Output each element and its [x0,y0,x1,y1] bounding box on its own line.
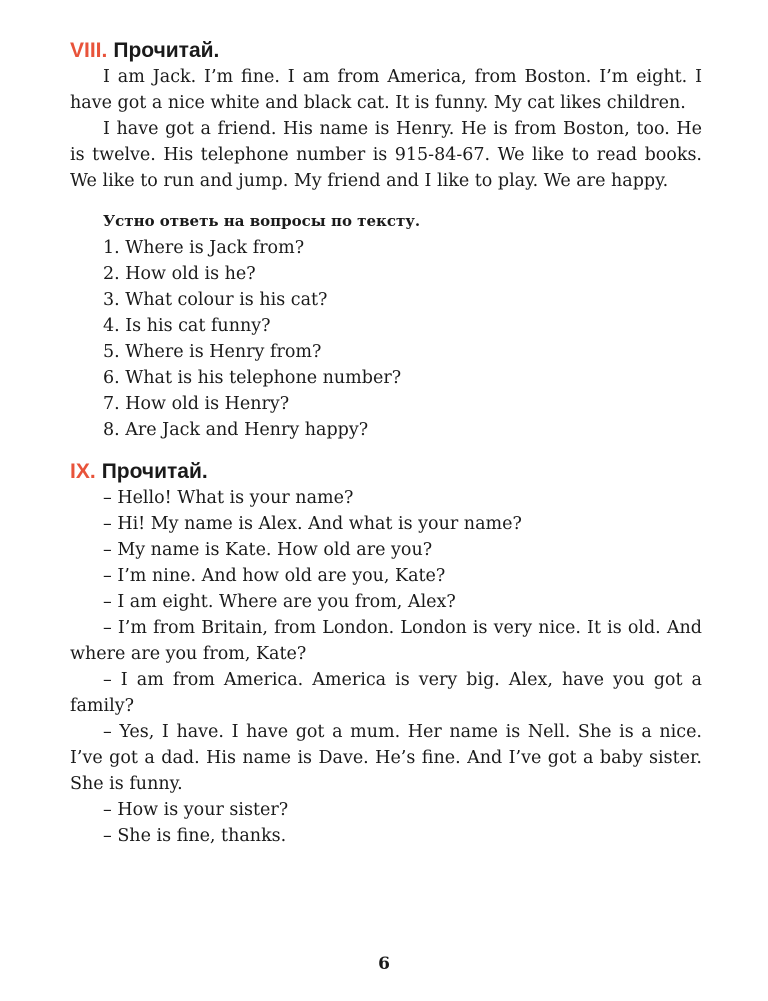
dialog-line: – How is your sister? [103,800,289,820]
question-item: 5. Where is Henry from? [103,342,322,362]
section-viii-heading [70,38,702,64]
text-paragraph-1: I am Jack. I’m fine. I am from America, from Boston. I’m eight. I have got a nice white and black cat. It is funny. My cat likes children. [70,67,702,113]
page-content [70,38,702,849]
dialog-line: – I am eight. Where are you from, Alex? [103,592,456,612]
section-ix-number: IX. [70,460,96,483]
dialog-line: – She is fine, thanks. [103,826,287,846]
question-item: 3. What colour is his cat? [103,290,328,310]
question-item: 7. How old is Henry? [103,394,290,414]
question-item: 8. Are Jack and Henry happy? [103,420,369,440]
dialog [70,485,702,849]
task-instruction: Устно ответь на вопросы по тексту. [103,212,421,230]
section-ix-title: Прочитай. [101,460,208,483]
dialog-line: – Hello! What is your name? [103,488,354,508]
section-viii-number: VIII. [70,39,108,62]
dialog-line: – Hi! My name is Alex. And what is your name? [103,514,522,534]
section-viii-title: Прочитай. [113,39,220,62]
dialog-line: – My name is Kate. How old are you? [103,540,433,560]
question-list [70,235,702,443]
text-paragraph-2: I have got a friend. His name is Henry. He is from Boston, too. He is twelve. His telephone number is 915-84-67. We like to read books. We like to run and jump. My friend and I like to play. We are happy. [70,119,702,191]
question-item: 1. Where is Jack from? [103,238,305,258]
dialog-line: – I am from America. America is very big. Alex, have you got a family? [70,670,702,716]
question-item: 4. Is his cat funny? [103,316,271,336]
question-item: 2. How old is he? [103,264,256,284]
question-item: 6. What is his telephone number? [103,368,402,388]
dialog-line: – Yes, I have. I have got a mum. Her name is Nell. She is a nice. I’ve got a dad. His name is Dave. He’s fine. And I’ve got a baby sister. She is funny. [70,722,702,794]
dialog-line: – I’m from Britain, from London. London is very nice. It is old. And where are you from, Kate? [70,618,702,664]
dialog-line: – I’m nine. And how old are you, Kate? [103,566,446,586]
section-ix-heading [70,459,702,485]
page-number: 6 [378,954,390,974]
